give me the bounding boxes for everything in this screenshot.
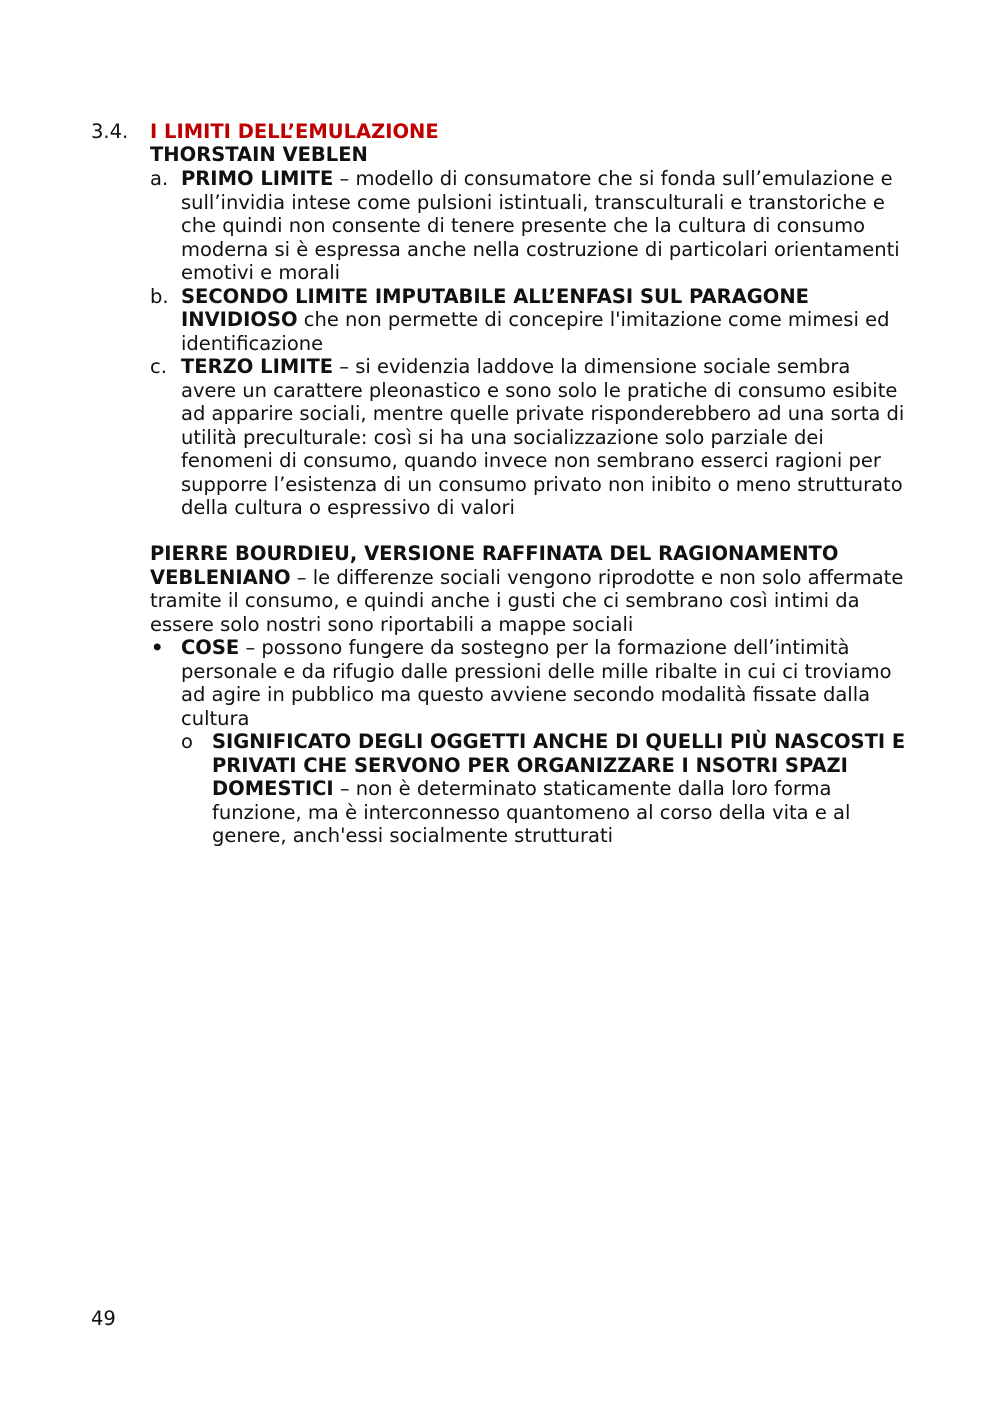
bourdieu-heading: PIERRE BOURDIEU, VERSIONE RAFFINATA DEL RAGIONAMENTO VEBLENIANO <box>150 542 839 589</box>
bullet-icon: • <box>151 636 164 659</box>
list-item-text: – si evidenzia laddove la dimensione sociale sembra avere un carattere pleonastico e sono solo le pratiche di consumo esibite ad apparire sociali, mentre quelle private risponderebbero ad una sorta di utilità preculturale: così si ha una socializzazione solo parziale dei fenomeni di consumo, quando invece non sembrano esserci ragioni per supporre l’esistenza di un consumo privato non inibito o meno strutturato della cultura o espressivo di valori <box>181 355 905 519</box>
list-marker: a. <box>150 167 169 190</box>
bourdieu-text: – le differenze sociali vengono riprodotte e non solo affermate tramite il consumo, e quindi anche i gusti che ci sembrano così intimi da essere solo nostri sono riportabili a mappe sociali <box>150 565 904 636</box>
page-number: 49 <box>91 1307 116 1330</box>
list-item-heading: PRIMO LIMITE <box>181 167 334 190</box>
list-marker: b. <box>150 284 169 308</box>
bullet-list <box>150 636 910 848</box>
author-heading: THORSTAIN VEBLEN <box>150 143 368 166</box>
list-item <box>150 167 910 285</box>
bullet-text: – possono fungere da sostegno per la formazione dell’intimità personale e da rifugio dalle pressioni delle mille ribalte in cui ci troviamo ad agire in pubblico ma questo avviene secondo modalità fissate dalla cultura <box>181 636 892 730</box>
section-title: I LIMITI DELL’EMULAZIONE <box>150 120 439 143</box>
limits-list <box>150 167 910 520</box>
section-number: 3.4. <box>91 120 129 143</box>
sub-bullet-icon: o <box>181 730 193 753</box>
sub-bullet-heading: SIGNIFICATO DEGLI OGGETTI ANCHE DI QUELLI PIÙ NASCOSTI E PRIVATI CHE SERVONO PER ORGANIZZARE I NSOTRI SPAZI DOMESTICI <box>212 730 906 800</box>
list-item-text: che non permette di concepire l'imitazione come mimesi ed identificazione <box>181 308 890 355</box>
bourdieu-paragraph <box>150 542 910 636</box>
list-item-heading: TERZO LIMITE <box>181 355 334 378</box>
list-item-text: – modello di consumatore che si fonda sull’emulazione e sull’invidia intese come pulsioni istintuali, transculturali e transtoriche e che quindi non consente di tenere presente che la cultura di consumo moderna si è espressa anche nella costruzione di particolari orientamenti emotivi e morali <box>181 167 900 284</box>
list-item-heading: SECONDO LIMITE IMPUTABILE ALL’ENFASI SUL PARAGONE INVIDIOSO <box>181 284 809 331</box>
sub-bullet-text: – non è determinato staticamente dalla loro forma funzione, ma è interconnesso quantomeno al corso della vita e al genere, anch'essi socialmente strutturati <box>212 777 851 847</box>
sub-list-item <box>181 730 910 848</box>
bullet-heading: COSE <box>181 636 240 659</box>
list-marker: c. <box>150 355 167 378</box>
list-item <box>150 355 910 520</box>
list-item <box>150 285 910 356</box>
list-item <box>150 636 910 730</box>
